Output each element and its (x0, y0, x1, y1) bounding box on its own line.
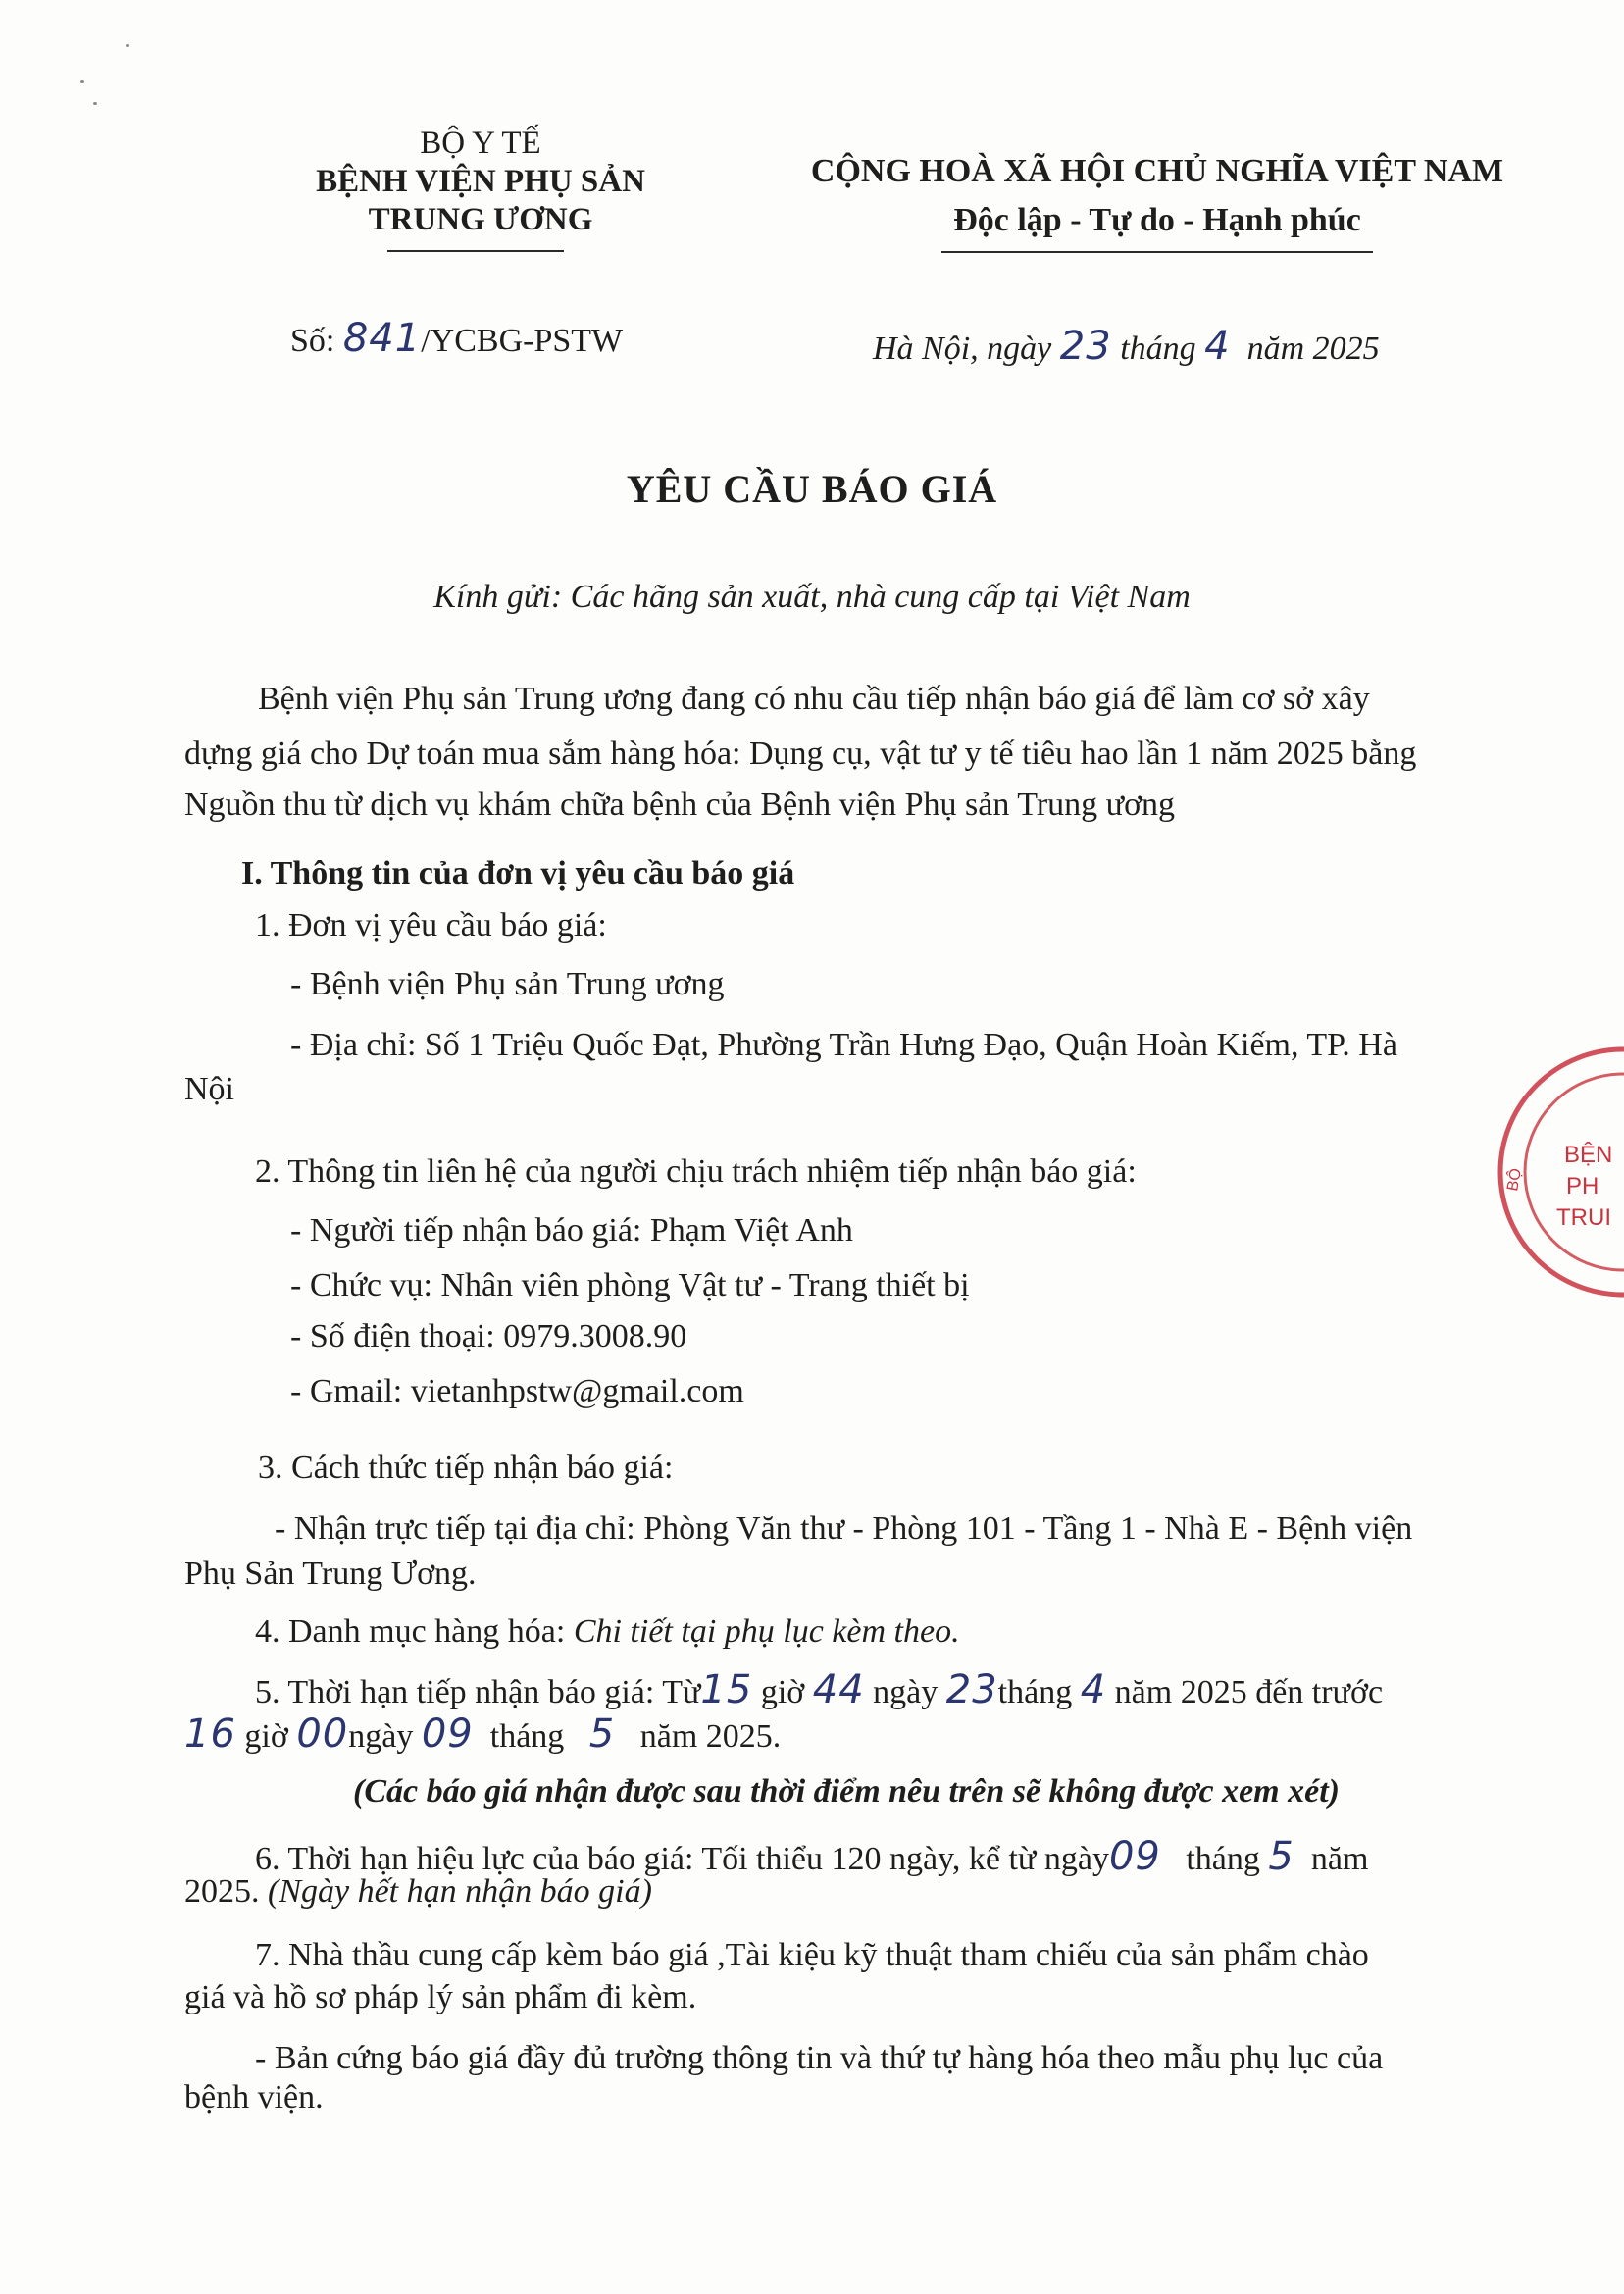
intro-line1: Bệnh viện Phụ sản Trung ương đang có nhu cầu tiếp nhận báo giá để làm cơ sở xây (258, 681, 1370, 717)
item5-text: giờ (760, 1674, 805, 1710)
item5-text: tháng (997, 1674, 1073, 1710)
item7-line2: giá và hồ sơ pháp lý sản phẩm đi kèm. (184, 1979, 697, 2015)
seal-icon (1496, 1045, 1624, 1309)
item5-minute-start-handwritten: 44 (812, 1667, 865, 1712)
scan-speck (80, 80, 84, 83)
document-title: YÊU CẦU BÁO GIÁ (626, 467, 998, 511)
item5-text: tháng (489, 1718, 565, 1755)
seal-text-line2: PH (1566, 1173, 1599, 1199)
item4-label: 4. Danh mục hàng hóa: (255, 1613, 574, 1650)
hospital-name-line2: TRUNG ƯƠNG (368, 202, 593, 237)
item2-person: - Người tiếp nhận báo giá: Phạm Việt Anh (290, 1212, 853, 1249)
item5-day-end-handwritten: 09 (421, 1711, 474, 1757)
country-name: CỘNG HOÀ XÃ HỘI CHỦ NGHĨA VIỆT NAM (810, 153, 1504, 189)
item1-address-line1: - Địa chỉ: Số 1 Triệu Quốc Đạt, Phường Trần Hưng Đạo, Quận Hoàn Kiếm, TP. Hà (290, 1027, 1397, 1063)
item5-line2 (184, 1711, 781, 1757)
item6-text: năm (1310, 1841, 1369, 1877)
item6-month-handwritten: 5 (1268, 1834, 1294, 1879)
scan-speck (93, 102, 97, 105)
item5-text: 5. Thời hạn tiếp nhận báo giá: Từ (255, 1674, 701, 1710)
national-motto: Độc lập - Tự do - Hạnh phúc (953, 202, 1361, 238)
item3-label: 3. Cách thức tiếp nhận báo giá: (258, 1450, 674, 1486)
item1-name: - Bệnh viện Phụ sản Trung ương (290, 966, 725, 1002)
item5-day-start-handwritten: 23 (945, 1667, 998, 1712)
item5-text: năm 2025 đến trước (1114, 1674, 1384, 1710)
seal-text-line1: BỆN (1564, 1142, 1613, 1168)
item3-line2: Phụ Sản Trung Ương. (184, 1555, 477, 1592)
item3-line1: - Nhận trực tiếp tại địa chỉ: Phòng Văn thư - Phòng 101 - Tầng 1 - Nhà E - Bệnh viện (275, 1510, 1413, 1547)
item2-label: 2. Thông tin liên hệ của người chịu trách nhiệm tiếp nhận báo giá: (255, 1153, 1137, 1190)
date-prefix: Hà Nội, ngày (873, 331, 1052, 367)
item7-line4: bệnh viện. (184, 2079, 324, 2116)
intro-line2: dựng giá cho Dự toán mua sắm hàng hóa: Dụng cụ, vật tư y tế tiêu hao lần 1 năm 2025 bằng (184, 736, 1417, 772)
red-seal-stamp (1496, 1045, 1624, 1309)
date-month-label: tháng (1120, 331, 1196, 367)
ministry-name: BỘ Y TẾ (420, 126, 541, 161)
scan-speck (126, 44, 129, 47)
item2-position: - Chức vụ: Nhân viên phòng Vật tư - Trang thiết bị (290, 1267, 970, 1303)
item1-address-line2: Nội (184, 1071, 234, 1107)
item1-label: 1. Đơn vị yêu cầu báo giá: (255, 907, 607, 943)
item7-line3: - Bản cứng báo giá đầy đủ trường thông tin và thứ tự hàng hóa theo mẫu phụ lục của (255, 2040, 1384, 2076)
item6-note: (Ngày hết hạn nhận báo giá) (268, 1873, 652, 1910)
date-year-label: năm 2025 (1246, 331, 1380, 367)
item2-email: - Gmail: vietanhpstw@gmail.com (290, 1373, 744, 1409)
item4 (255, 1613, 960, 1651)
item5-text: giờ (244, 1718, 288, 1755)
doc-number-prefix: Số: (290, 323, 335, 359)
item5-text: ngày (348, 1718, 414, 1755)
item6-text: 6. Thời hạn hiệu lực của báo giá: Tối thiểu 120 ngày, kể từ ngày (255, 1841, 1109, 1877)
intro-line3: Nguồn thu từ dịch vụ khám chữa bệnh của Bệnh viện Phụ sản Trung ương (184, 787, 1176, 823)
hospital-name-line1: BỆNH VIỆN PHỤ SẢN (316, 164, 645, 199)
item5-minute-end-handwritten: 00 (296, 1711, 349, 1757)
doc-number-suffix: /YCBG-PSTW (421, 323, 624, 359)
item5-month-end-handwritten: 5 (588, 1711, 616, 1757)
item5-hour-end-handwritten: 16 (184, 1711, 236, 1757)
item5-hour-start-handwritten: 15 (700, 1667, 753, 1712)
item6-line2 (184, 1873, 652, 1911)
item5-line1 (255, 1667, 1383, 1712)
recipient-text: Kính gửi: Các hãng sản xuất, nhà cung cấp tại Việt Nam (433, 579, 1191, 615)
item2-phone: - Số điện thoại: 0979.3008.90 (290, 1318, 687, 1354)
item5-text: ngày (873, 1674, 939, 1710)
item6-day-handwritten: 09 (1108, 1834, 1161, 1879)
date-day-handwritten: 23 (1059, 324, 1112, 369)
item5-text: năm 2025. (639, 1718, 782, 1755)
item5-month-start-handwritten: 4 (1080, 1667, 1107, 1712)
item5-note: (Các báo giá nhận được sau thời điểm nêu trên sẽ không được xem xét) (353, 1773, 1340, 1810)
item4-value: Chi tiết tại phụ lục kèm theo. (573, 1613, 960, 1650)
item6-text: tháng (1186, 1841, 1260, 1877)
section1-heading: I. Thông tin của đơn vị yêu cầu báo giá (241, 855, 795, 892)
date-month-handwritten: 4 (1204, 324, 1231, 369)
item7-line1: 7. Nhà thầu cung cấp kèm báo giá ,Tài kiệu kỹ thuật tham chiếu của sản phẩm chào (255, 1937, 1369, 1973)
seal-text-line3: TRUI (1556, 1204, 1611, 1231)
document-body (184, 0, 1489, 2294)
item6-year: 2025. (184, 1873, 260, 1910)
seal-text-side: BỘ (1504, 1166, 1525, 1193)
doc-number-handwritten: 841 (342, 316, 422, 361)
